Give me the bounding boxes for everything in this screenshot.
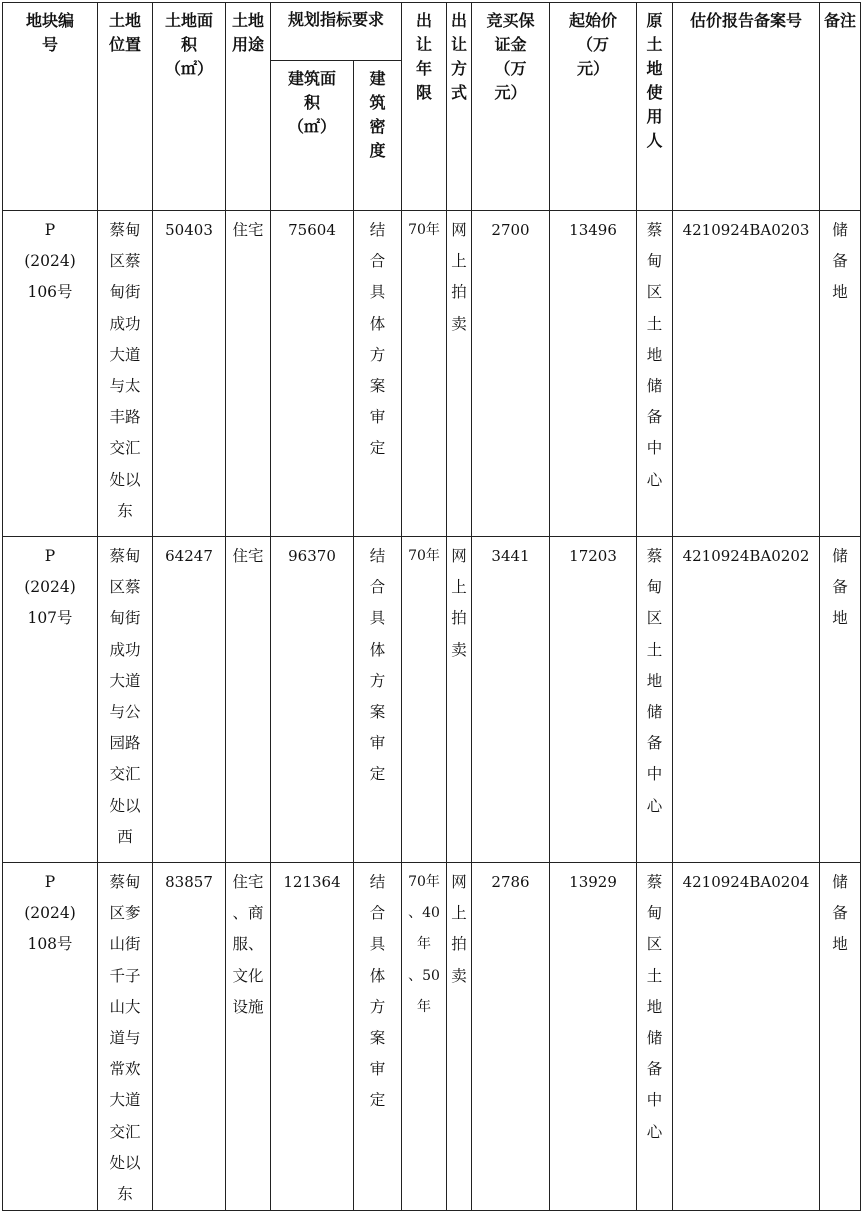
cell-deposit: 2700	[472, 211, 550, 537]
header-term: 出 让 年 限	[402, 3, 447, 211]
header-planning: 规划指标要求	[271, 3, 402, 61]
cell-term: 70年	[402, 537, 447, 863]
cell-method: 网 上 拍 卖	[447, 211, 472, 537]
header-area: 土地面 积 （㎡）	[153, 3, 226, 211]
land-transfer-table	[2, 2, 861, 1211]
cell-build-area: 75604	[271, 211, 354, 537]
header-deposit: 竞买保 证金 （万 元）	[472, 3, 550, 211]
cell-report-no: 4210924BA0203	[673, 211, 820, 537]
cell-remark: 储 备 地	[820, 863, 861, 1211]
cell-method: 网 上 拍 卖	[447, 537, 472, 863]
header-report-no: 估价报告备案号	[673, 3, 820, 211]
cell-remark: 储 备 地	[820, 211, 861, 537]
cell-term: 70年	[402, 211, 447, 537]
header-row-1	[3, 3, 861, 61]
header-start-price: 起始价 （万 元）	[550, 3, 637, 211]
cell-deposit: 2786	[472, 863, 550, 1211]
cell-orig-user: 蔡 甸 区 土 地 储 备 中 心	[637, 211, 673, 537]
cell-location: 蔡甸 区奓 山街 千子 山大 道与 常欢 大道 交汇 处以 东	[98, 863, 153, 1211]
cell-usage: 住宅	[226, 211, 271, 537]
header-orig-user: 原 土 地 使 用 人	[637, 3, 673, 211]
cell-report-no: 4210924BA0204	[673, 863, 820, 1211]
cell-remark: 储 备 地	[820, 537, 861, 863]
cell-start-price: 17203	[550, 537, 637, 863]
cell-build-density: 结 合 具 体 方 案 审 定	[354, 863, 402, 1211]
cell-plot-no: P (2024) 106号	[3, 211, 98, 537]
cell-orig-user: 蔡 甸 区 土 地 储 备 中 心	[637, 863, 673, 1211]
cell-area: 83857	[153, 863, 226, 1211]
header-remark: 备注	[820, 3, 861, 211]
table-row	[3, 211, 861, 537]
table-row	[3, 863, 861, 1211]
cell-usage: 住宅 、商 服、 文化 设施	[226, 863, 271, 1211]
cell-orig-user: 蔡 甸 区 土 地 储 备 中 心	[637, 537, 673, 863]
cell-build-density: 结 合 具 体 方 案 审 定	[354, 537, 402, 863]
header-build-area: 建筑面 积 （㎡）	[271, 61, 354, 211]
cell-deposit: 3441	[472, 537, 550, 863]
cell-area: 50403	[153, 211, 226, 537]
cell-report-no: 4210924BA0202	[673, 537, 820, 863]
header-plot-no: 地块编 号	[3, 3, 98, 211]
header-method: 出 让 方 式	[447, 3, 472, 211]
table-row	[3, 537, 861, 863]
cell-build-area: 96370	[271, 537, 354, 863]
cell-location: 蔡甸 区蔡 甸街 成功 大道 与公 园路 交汇 处以 西	[98, 537, 153, 863]
cell-method: 网 上 拍 卖	[447, 863, 472, 1211]
cell-usage: 住宅	[226, 537, 271, 863]
header-usage: 土地 用途	[226, 3, 271, 211]
cell-build-area: 121364	[271, 863, 354, 1211]
cell-build-density: 结 合 具 体 方 案 审 定	[354, 211, 402, 537]
cell-term: 70年 、40 年 、50 年	[402, 863, 447, 1211]
cell-area: 64247	[153, 537, 226, 863]
cell-start-price: 13929	[550, 863, 637, 1211]
cell-start-price: 13496	[550, 211, 637, 537]
header-build-density: 建 筑 密 度	[354, 61, 402, 211]
cell-plot-no: P (2024) 107号	[3, 537, 98, 863]
header-location: 土地 位置	[98, 3, 153, 211]
cell-location: 蔡甸 区蔡 甸街 成功 大道 与太 丰路 交汇 处以 东	[98, 211, 153, 537]
cell-plot-no: P (2024) 108号	[3, 863, 98, 1211]
